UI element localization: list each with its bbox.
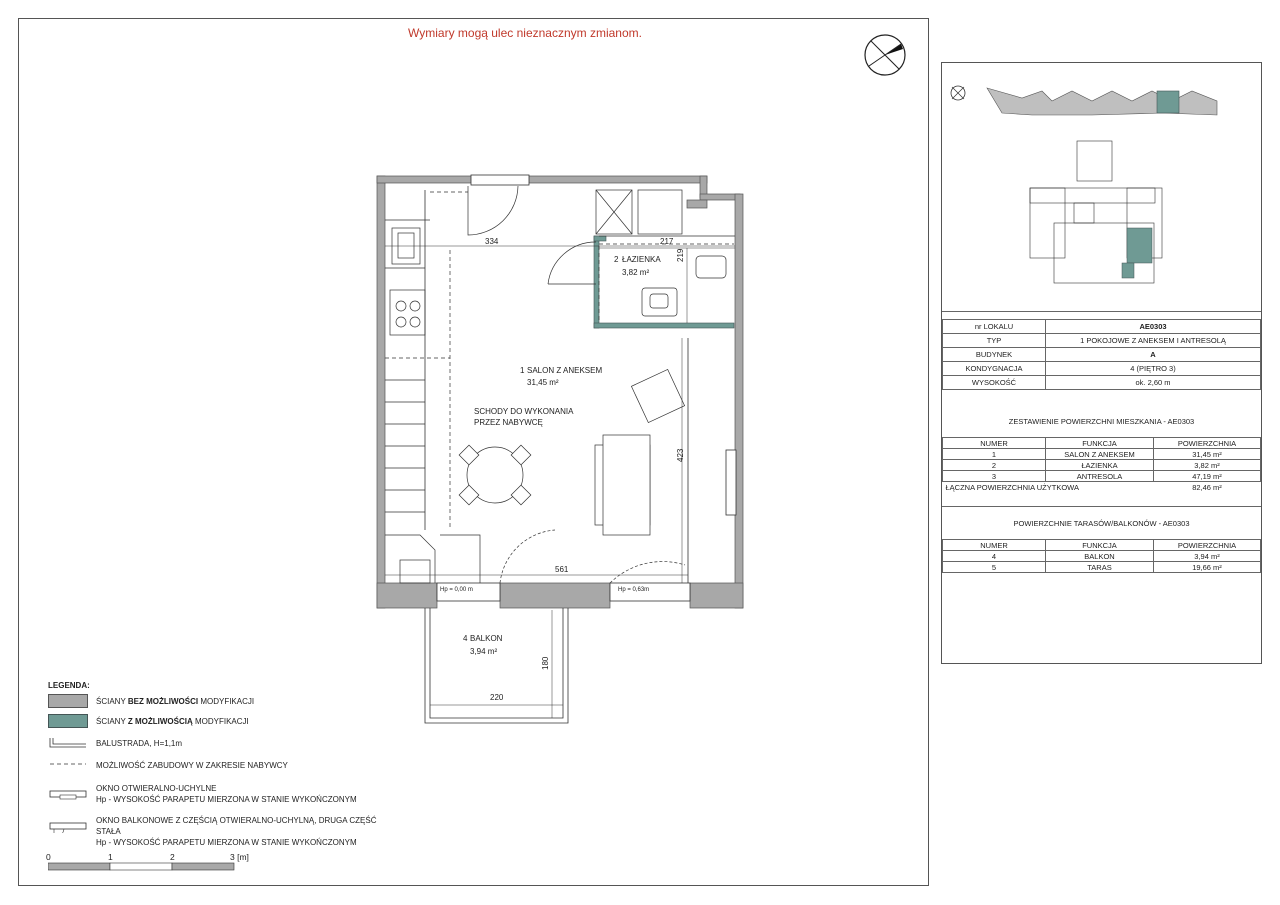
legend-fixed-walls: ŚCIANY BEZ MOŻLIWOŚCI MODYFIKACJI [48,694,388,710]
hp-right: Hp = 0,63m [618,587,650,593]
dim-180: 180 [541,656,550,670]
legend-window-2: OKNO BALKONOWE Z CZĘŚCIĄ OTWIERALNO-UCHYLNĄ, DRUGA CZĘŚĆ STAŁA Hp - WYSOKOŚĆ PARAPETU MIERZONA W STANIE WYKOŃCZONYM [48,813,388,837]
key-plan [942,63,1261,313]
dim-219: 219 [676,248,685,262]
col-header: FUNKCJA [1046,438,1154,449]
toilet-icon [696,256,726,278]
floor-plan [370,170,760,730]
legend-window-1: OKNO OTWIERALNO-UCHYLNE Hp - WYSOKOŚĆ PARAPETU MIERZONA W STANIE WYKOŃCZONYM [48,781,388,805]
door-swing [468,186,518,235]
room-2-area: 3,82 m² [622,268,650,277]
info-panel [941,62,1262,664]
info-value: ok. 2,60 m [1046,376,1261,390]
washing-machine-icon [638,190,682,234]
total-row: ŁĄCZNA POWIERZCHNIA UŻYTKOWA 82,46 m² [945,482,1222,492]
info-label: nr LOKALU [943,320,1046,334]
wall-left [377,176,385,608]
window-right [726,450,736,515]
scale-label-2: 2 [170,852,175,862]
north-arrow-icon [860,32,910,78]
info-label: BUDYNEK [943,348,1046,362]
info-label: TYP [943,334,1046,348]
scale-label-0: 0 [46,852,51,862]
door-swing-bath [548,242,596,284]
building-highlight [1157,91,1179,113]
areas-title: ZESTAWIENIE POWIERZCHNI MIESZKANIA - AE0303 [1008,417,1195,426]
col-header: NUMER [943,438,1046,449]
table-row: 4 BALKON 3,94 m² [943,551,1261,562]
dashed-line-icon [48,758,88,772]
window-top [471,175,529,185]
wall-right [735,194,743,608]
terraces-title: POWIERZCHNIE TARASÓW/BALKONÓW - AE0303 [1013,519,1190,528]
stairs-note-line-1: SCHODY DO WYKONANIA [474,407,574,416]
table-row: 5 TARAS 19,66 m² [943,562,1261,573]
dim-217: 217 [660,237,674,246]
room-1-area: 31,45 m² [527,378,559,387]
room-1-name: SALON Z ANEKSEM [527,366,603,375]
dim-561: 561 [555,565,569,574]
room-4-area: 3,94 m² [470,647,498,656]
balustrade-icon [48,736,88,750]
armchair-icon [631,369,684,422]
bath-wall-left [594,236,599,328]
scale-label-3: 3 [m] [230,852,249,862]
scale-bar [48,862,238,872]
info-label: WYSOKOŚĆ [943,376,1046,390]
scale-label-1: 1 [108,852,113,862]
legend-balustrade: BALUSTRADA, H=1,1m [48,736,388,752]
dimension-notice: Wymiary mogą ulec nieznacznym zmianom. [408,26,642,40]
stairs-note-line-2: PRZEZ NABYWCĘ [474,418,543,427]
dim-334: 334 [485,237,499,246]
room-4-num: 4 [463,634,468,643]
legend-modifiable-walls: ŚCIANY Z MOŻLIWOŚCIĄ MODYFIKACJI [48,714,388,730]
wall-bottom-right [690,583,743,608]
wall-bottom-mid [500,583,610,608]
info-value: 1 POKOJOWE Z ANEKSEM I ANTRESOLĄ [1046,334,1261,348]
bath-wall-bottom [594,323,734,328]
fixed-wall-swatch [48,694,88,708]
room-1-num: 1 [520,366,525,375]
hp-left: Hp = 0,00 m [440,587,473,593]
room-2-num: 2 [614,255,619,264]
info-value: AE0303 [1046,320,1261,334]
terraces-table [942,539,1261,573]
stove-icon [396,301,406,311]
legend-title: LEGENDA: [48,681,90,690]
legend-build-option: MOŻLIWOŚĆ ZABUDOWY W ZAKRESIE NABYWCY [48,758,388,774]
col-header: POWIERZCHNIA [1154,540,1261,551]
balcony-window-icon [48,819,88,833]
room-4-name: BALKON [470,634,503,643]
col-header: POWIERZCHNIA [1154,438,1261,449]
col-header: FUNKCJA [1046,540,1154,551]
dim-220: 220 [490,693,504,702]
room-2-name: ŁAZIENKA [622,255,661,264]
areas-table [942,437,1261,492]
wall-top [377,176,707,183]
unit-info-table [942,319,1261,390]
building-outline [987,88,1217,115]
info-label: KONDYGNACJA [943,362,1046,376]
table-row: 1 SALON Z ANEKSEM 31,45 m² [943,449,1261,460]
info-value: 4 (PIĘTRO 3) [1046,362,1261,376]
modifiable-wall-swatch [48,714,88,728]
col-header: NUMER [943,540,1046,551]
window-icon [48,787,88,801]
wall-bottom-left [377,583,437,608]
table-row: 3 ANTRESOLA 47,19 m² [943,471,1261,482]
dim-423: 423 [676,448,685,462]
table-row: 2 ŁAZIENKA 3,82 m² [943,460,1261,471]
info-value: A [1046,348,1261,362]
